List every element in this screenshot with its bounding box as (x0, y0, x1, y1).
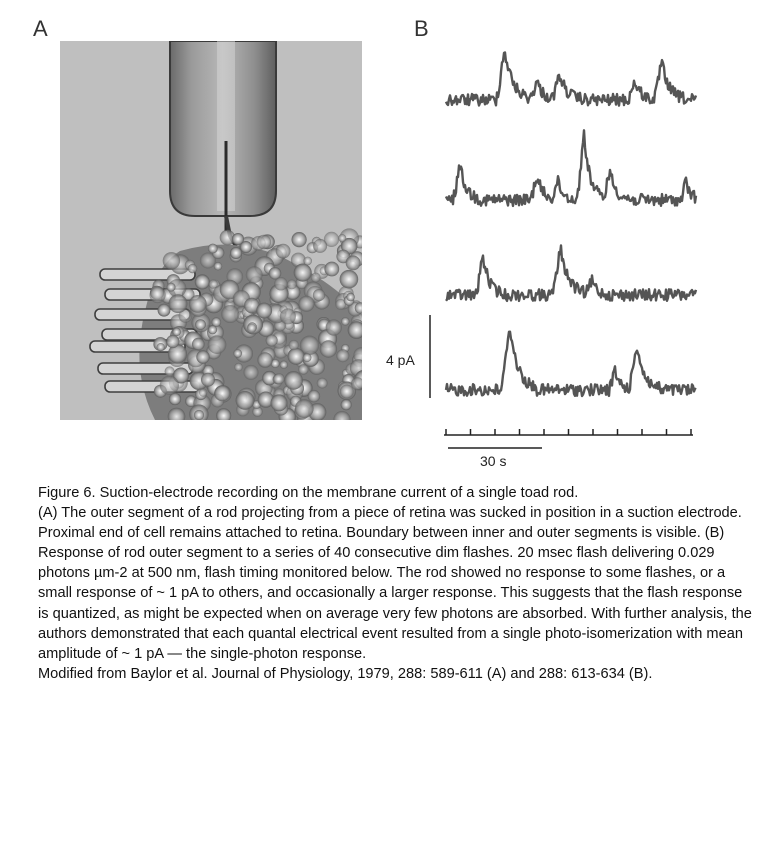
trace-group (446, 53, 696, 397)
time-scale-label: 30 s (480, 453, 507, 469)
rod-micrograph (60, 41, 362, 420)
current-traces-panel (380, 30, 710, 470)
current-trace-2 (446, 130, 696, 206)
current-scale-label: 4 pA (386, 352, 415, 368)
figure-caption (38, 483, 753, 684)
caption-body: (A) The outer segment of a rod projecting from a piece of retina was sucked in position in a suction electrode. Proximal end of cell remains attached to retina. Boundary between inner and outer segments is visible. (B) Response of rod outer segment to a series of 40 consecutive dim flashes. 20 msec flash delivering 0.029 photons µm-2 at 500 nm, flash timing monitored below. The rod showed no response to some flashes, or a small response of ~ 1 pA to others, and occasionally a larger response. This suggests that the flash response is quantized, as might be expected when on average very few photons are absorbed. With further analysis, the authors demonstrated that each quantal electrical event resulted from a single photo-isomerization with mean amplitude of ~ 1 pA — the single-photon response. (38, 505, 752, 662)
flash-ticks (446, 429, 691, 435)
current-trace-1 (446, 53, 696, 106)
panel-b-label: B (414, 16, 429, 41)
current-trace-4 (446, 332, 696, 396)
micrograph-drawing (60, 41, 362, 420)
current-trace-3 (446, 246, 696, 301)
caption-source: Modified from Baylor et al. Journal of Physiology, 1979, 288: 589-611 (A) and 288: 613-634 (B). (38, 665, 653, 682)
panel-a-label: A (33, 16, 48, 41)
caption-title: Figure 6. Suction-electrode recording on the membrane current of a single toad rod. (38, 485, 579, 501)
